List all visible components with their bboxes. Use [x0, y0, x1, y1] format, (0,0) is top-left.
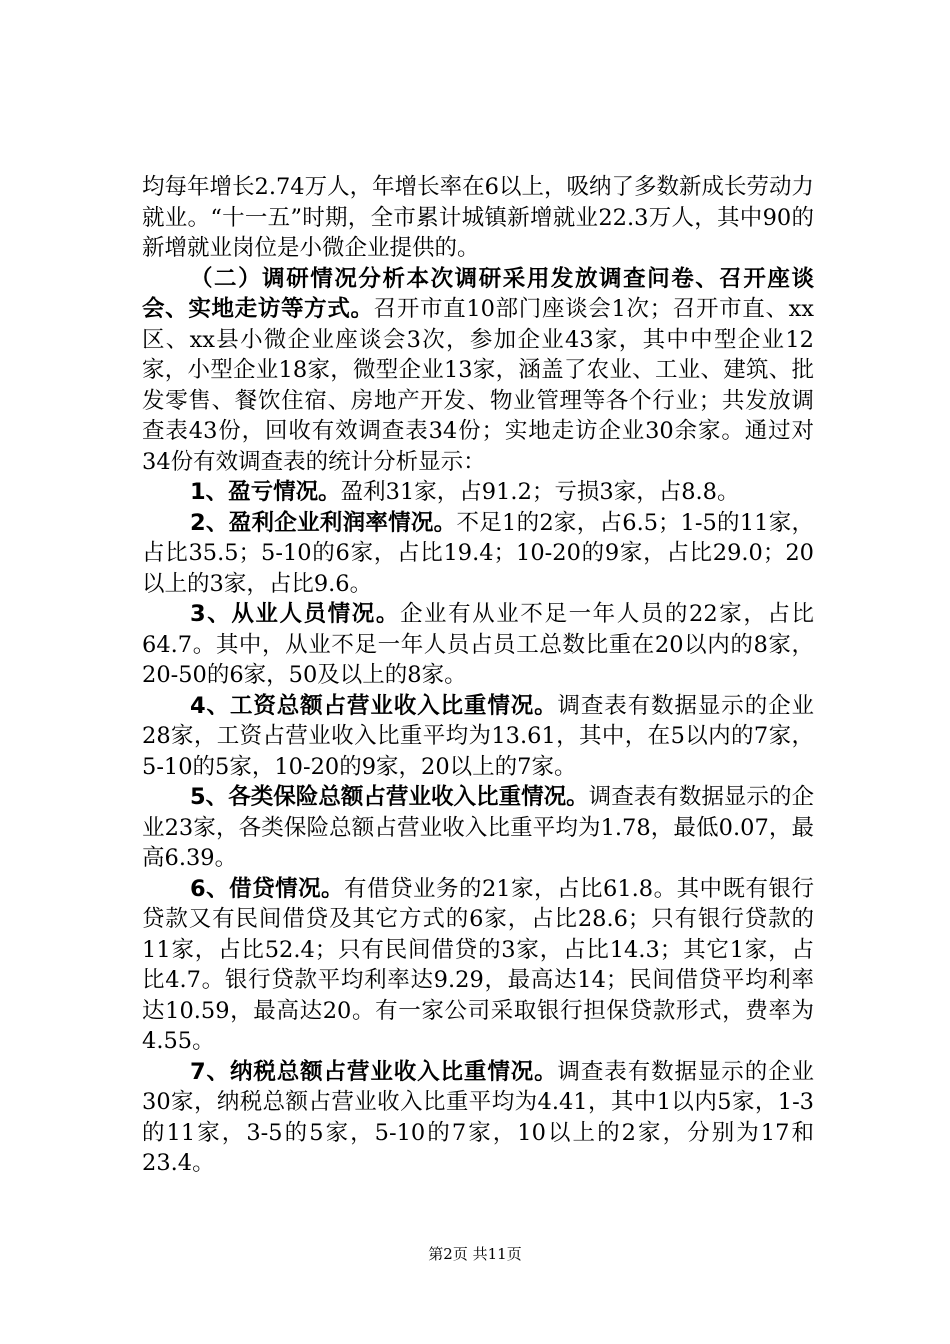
item-heading: 2、盈利企业利润率情况。 [190, 509, 457, 536]
paragraph-text: 召开市直10部门座谈会1次；召开市直、xx区、xx县小微企业座谈会3次，参加企业43家，其中中型企业12家，小型企业18家，微型企业13家，涵盖了农业、工业、建筑、批发零售、餐饮住宿、房地产开发、物业管理等各个行业；共发放调查表43份，回收有效调查表34份；实地走访企业30余家。通过对34份有效调查表的统计分析显示： [142, 296, 814, 475]
item-heading: 3、从业人员情况。 [190, 601, 400, 627]
paragraph-text: 调查表有数据显示的企业30家，纳税总额占营业收入比重平均为4.41，其中1以内5家，1-3的11家，3-5的5家，5-10的7家，10以上的2家，分别为17和23.4。 [142, 1058, 814, 1176]
paragraph-text: 调查表有数据显示的企业23家，各类保险总额占营业收入比重平均为1.78，最低0.07，最高6.39。 [142, 784, 814, 871]
paragraph-loans [142, 874, 814, 1057]
page-number: 第2页 共11页 [428, 1245, 522, 1263]
paragraph-text: 企业有从业不足一年人员的22家，占比64.7。其中，从业不足一年人员占员工总数比重在20以内的8家，20-50的6家，50及以上的8家。 [142, 601, 814, 688]
paragraph-wages [142, 691, 814, 783]
paragraph-text: 盈利31家，占91.2；亏损3家，占8.8。 [340, 479, 740, 505]
document-body [142, 172, 814, 1179]
paragraph-employees [142, 599, 814, 691]
paragraph-profit-rate [142, 508, 814, 600]
paragraph-text: 调查表有数据显示的企业28家，工资占营业收入比重平均为13.61，其中，在5以内的7家，5-10的5家，10-20的9家，20以上的7家。 [142, 692, 814, 780]
page-footer [0, 1243, 950, 1264]
item-heading: 1、盈亏情况。 [190, 479, 341, 505]
paragraph-intro [142, 172, 814, 264]
item-heading: 7、纳税总额占营业收入比重情况。 [190, 1058, 558, 1085]
item-heading: 6、借贷情况。 [190, 875, 345, 902]
paragraph-insurance [142, 782, 814, 874]
paragraph-taxes [142, 1057, 814, 1179]
section-heading: （二）调研情况分析本次调研采用发放调查问卷、召开座谈会、实地走访等方式。 [142, 265, 814, 322]
paragraph-text: 均每年增长2.74万人，年增长率在6以上，吸纳了多数新成长劳动力就业。“十一五”时期，全市累计城镇新增就业22.3万人，其中90的新增就业岗位是小微企业提供的。 [142, 174, 814, 261]
item-heading: 4、工资总额占营业收入比重情况。 [190, 692, 558, 719]
paragraph-text: 不足1的2家，占6.5；1-5的11家，占比35.5；5-10的6家，占比19.4；10-20的9家，占比29.0；20以上的3家，占比9.6。 [142, 509, 814, 597]
item-heading: 5、各类保险总额占营业收入比重情况。 [190, 784, 589, 810]
paragraph-profit-loss [142, 477, 814, 508]
paragraph-text: 有借贷业务的21家，占比61.8。其中既有银行贷款又有民间借贷及其它方式的6家，占比28.6；只有银行贷款的11家，占比52.4；只有民间借贷的3家，占比14.3；其它1家，占比4.7。银行贷款平均利率达9.29，最高达14；民间借贷平均利率达10.59，最高达20。有一家公司采取银行担保贷款形式，费率为4.55。 [142, 875, 814, 1054]
paragraph-survey-overview [142, 264, 814, 478]
